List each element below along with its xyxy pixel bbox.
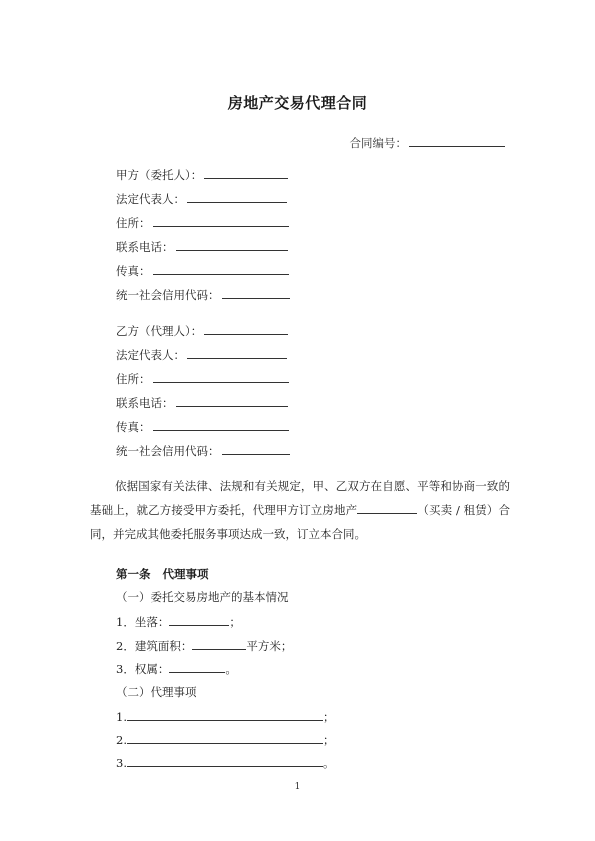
location-field [116, 613, 241, 630]
party-a-credit-code [116, 286, 290, 303]
preamble-text-part1: 依据国家有关法律、法规和有关规定，甲、乙双方在自愿、平等和协商一致的基础上，就乙方接受甲方委托，代理甲方订立房地产 [90, 479, 510, 517]
party-b-phone-label: 联系电话： [116, 396, 174, 410]
party-b-credit-code-blank[interactable] [222, 442, 290, 455]
section2-title: （二）代理事项 [116, 685, 197, 699]
party-b-fax-label: 传真： [116, 420, 151, 434]
area-unit: 平方米； [246, 639, 293, 653]
agency-item-3-end: 。 [322, 756, 335, 770]
party-a-rep [116, 190, 287, 207]
party-a-address-blank[interactable] [153, 214, 289, 227]
preamble-text-part2: （买卖 / 租赁）合同，并完成其他委托服务事项达成一致，订立本合同。 [90, 503, 511, 541]
party-b-address-label: 住所： [116, 372, 151, 386]
section1-title: （一）委托交易房地产的基本情况 [116, 590, 289, 604]
party-b-rep-blank[interactable] [187, 346, 287, 359]
party-a-fax [116, 262, 289, 279]
document-title: 房地产交易代理合同 [227, 94, 368, 112]
party-a-fax-label: 传真： [116, 264, 151, 278]
party-a-credit-code-label: 统一社会信用代码： [116, 288, 220, 302]
agency-item-1 [116, 708, 334, 725]
party-a-phone [116, 238, 288, 255]
contract-number-blank[interactable] [409, 134, 505, 147]
party-a-address [116, 214, 289, 231]
contract-number-label: 合同编号： [349, 136, 407, 150]
ownership-end: 。 [225, 662, 237, 676]
party-b-address [116, 370, 289, 387]
party-b-title [116, 322, 288, 339]
agency-item-2-number: 2. [116, 733, 127, 747]
agency-item-1-blank[interactable] [127, 708, 323, 721]
location-label: 1．坐落： [116, 615, 170, 629]
agency-item-1-end: ； [322, 710, 335, 724]
preamble-property-blank[interactable] [357, 501, 417, 514]
agency-item-2-end: ； [322, 733, 335, 747]
article1-heading [116, 566, 209, 582]
party-a-phone-label: 联系电话： [116, 240, 174, 254]
agency-item-1-number: 1. [116, 710, 127, 724]
location-end: ； [229, 615, 241, 629]
ownership-blank[interactable] [169, 660, 225, 673]
party-b-credit-code-label: 统一社会信用代码： [116, 444, 220, 458]
party-a-name-blank[interactable] [204, 166, 288, 179]
party-b-address-blank[interactable] [153, 370, 289, 383]
contract-number-field [350, 134, 506, 151]
party-b-credit-code [116, 442, 290, 459]
area-field [116, 637, 292, 654]
party-b-title-label: 乙方（代理人）： [116, 324, 203, 338]
party-a-phone-blank[interactable] [176, 238, 288, 251]
party-b-name-blank[interactable] [204, 322, 288, 335]
party-b-fax-blank[interactable] [153, 418, 289, 431]
ownership-field [116, 660, 237, 677]
preamble-paragraph [90, 474, 510, 546]
party-a-address-label: 住所： [116, 216, 151, 230]
party-a-fax-blank[interactable] [153, 262, 289, 275]
ownership-label: 3．权属： [116, 662, 170, 676]
article1-title: 代理事项 [162, 567, 209, 581]
party-a-title [116, 166, 288, 183]
agency-item-3 [116, 754, 334, 771]
area-blank[interactable] [192, 637, 246, 650]
location-blank[interactable] [169, 613, 229, 626]
party-b-phone-blank[interactable] [176, 394, 288, 407]
party-b-phone [116, 394, 288, 411]
party-a-rep-label: 法定代表人： [116, 192, 185, 206]
party-a-rep-blank[interactable] [187, 190, 287, 203]
page-number: 1 [294, 782, 301, 792]
agency-item-3-blank[interactable] [127, 754, 323, 767]
area-label: 2．建筑面积： [116, 639, 193, 653]
agency-item-2-blank[interactable] [127, 731, 323, 744]
party-a-title-label: 甲方（委托人）： [116, 168, 203, 182]
party-a-credit-code-blank[interactable] [222, 286, 290, 299]
article1-number: 第一条 [116, 567, 151, 581]
agency-item-2 [116, 731, 334, 748]
party-b-fax [116, 418, 289, 435]
party-b-rep [116, 346, 287, 363]
party-b-rep-label: 法定代表人： [116, 348, 185, 362]
agency-item-3-number: 3. [116, 756, 127, 770]
